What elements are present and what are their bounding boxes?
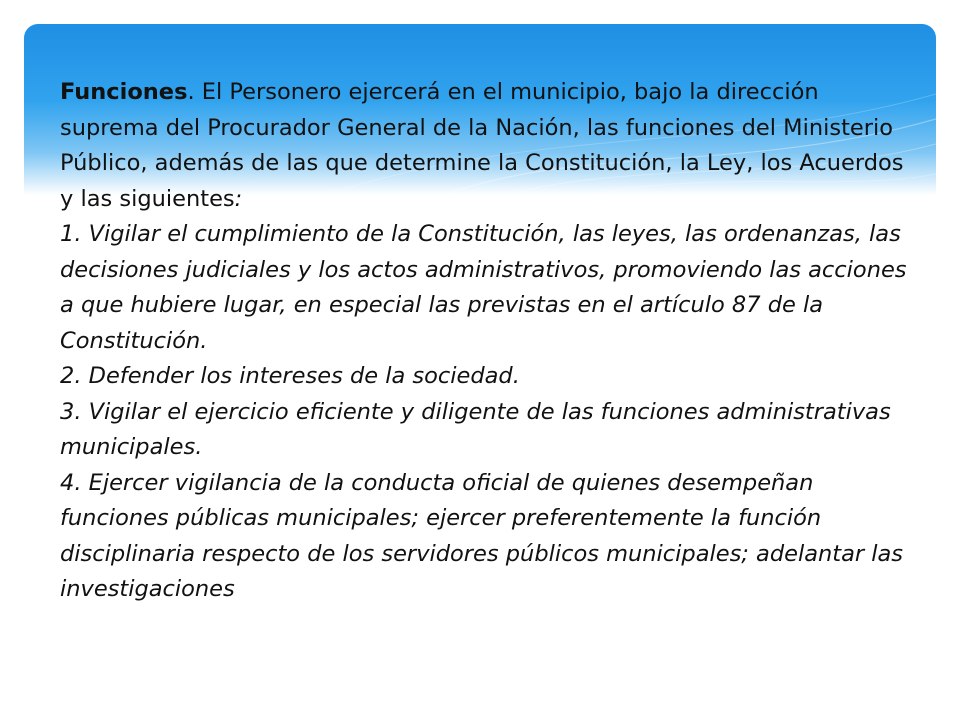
list-item: 3. Vigilar el ejercicio eficiente y diligente de las funciones administrativas municipales. <box>60 398 891 460</box>
section-heading: Funciones <box>60 79 188 105</box>
intro-text: . El Personero ejercerá en el municipio, bajo la dirección suprema del Procurador General de la Nación, las funciones del Ministerio Público, además de las que determine la Constitución, la Ley, los Acuerdos y las siguientes <box>60 79 904 212</box>
intro-colon: : <box>234 185 243 212</box>
list-item: 1. Vigilar el cumplimiento de la Constitución, las leyes, las ordenanzas, las decisiones judiciales y los actos administrativos, promoviendo las acciones a que hubiere lugar, en especial las previstas en el artículo 87 de la Constitución. <box>60 221 907 354</box>
intro-paragraph <box>60 75 910 217</box>
list-item: 4. Ejercer vigilancia de la conducta oficial de quienes desempeñan funciones públicas municipales; ejercer preferentemente la función disciplinaria respecto de los servidores públicos municipales; adelantar las investigaciones <box>60 469 904 602</box>
list-item: 2. Defender los intereses de la sociedad. <box>60 363 520 389</box>
slide-body <box>60 75 910 608</box>
